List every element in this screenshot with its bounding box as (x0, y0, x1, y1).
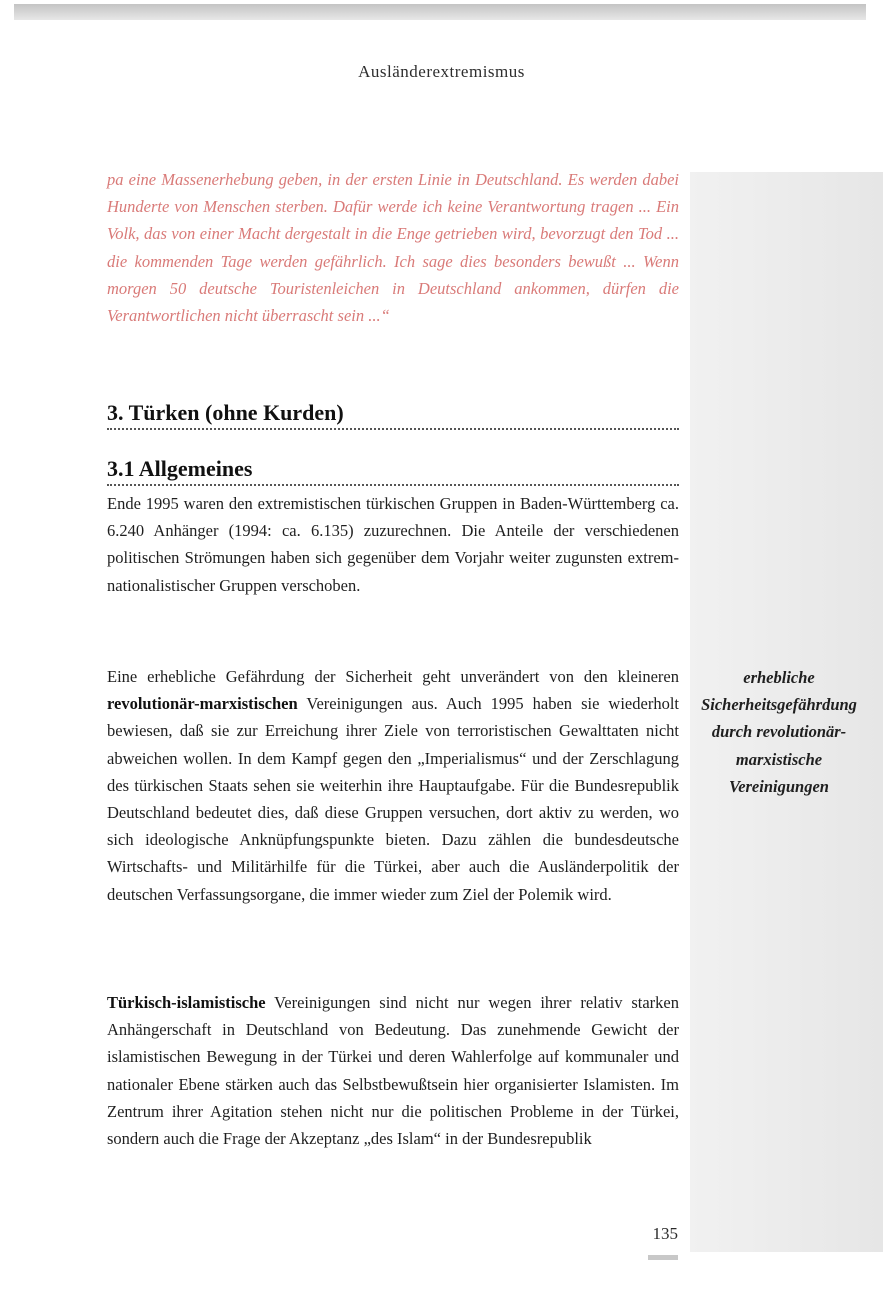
page-number: 135 (652, 1224, 678, 1243)
paragraph-2 (107, 663, 679, 908)
page-tick-mark (648, 1255, 678, 1260)
subsection-heading: 3.1 Allgemeines (107, 456, 679, 486)
section-heading: 3. Türken (ohne Kurden) (107, 400, 679, 430)
paragraph-1: Ende 1995 waren den extremistischen türkischen Gruppen in Baden-Württemberg ca. 6.240 Anhänger (1994: ca. 6.135) zuzurechnen. Die Anteile der verschiedenen politischen Strömungen haben sich gegenüber dem Vorjahr weiter zugunsten extrem-nationalistischer Gruppen verschoben. (107, 494, 679, 595)
scan-top-edge (14, 4, 866, 20)
paragraph-3-emphasis: Türkisch-islamistische (107, 993, 266, 1012)
paragraph-3-rest: Vereinigungen sind nicht nur wegen ihrer relativ starken Anhängerschaft in Deutschland von Bedeutung. Das zunehmende Gewicht der islamistischen Bewegung in der Türkei und deren Wahlerfolge auf kommunaler und nationaler Ebene stärken auch das Selbstbewußtsein hier organisierter Islamisten. Im Zentrum ihrer Agitation stehen nicht nur die politischen Probleme in der Türkei, sondern auch die Frage der Akzeptanz „des Islam“ in der Bundesrepublik (107, 993, 679, 1149)
paragraph-2-emphasis: revolutionär-marxistischen (107, 694, 298, 714)
paragraph-2-rest: Vereinigungen aus. Auch 1995 haben sie wiederholt bewiesen, daß sie zur Erreichung ihrer Ziele von terroristischen Gewalttaten nicht abweichen wollen. In dem Kampf gegen den „Imperialismus“ und der Zerschlagung des türkischen Staats sehen sie weiterhin ihre Hauptaufgabe. Für die Bundesrepublik Deutschland bedeutet dies, daß diese Gruppen versuchen, dort aktiv zu werden, wo sich ideologische Anknüpfungspunkte bieten. Dazu zählen die bundesdeutsche Wirtschafts- und Militärhilfe für die Türkei, aber auch die Ausländerpolitik der deutschen Verfassungsorgane, die immer wieder zum Ziel der Polemik wird. (107, 694, 679, 904)
paragraph-2-lead: Eine erhebliche Gefährdung der Sicherheit geht unverändert von den kleineren (107, 667, 679, 686)
paragraph-3 (107, 989, 679, 1152)
margin-note: erhebliche Sicherheitsgefährdung durch revolutionär-marxistische Vereinigungen (701, 668, 857, 796)
running-head: Ausländerextremismus (358, 62, 525, 81)
quote-block: pa eine Massenerhebung geben, in der ersten Linie in Deutschland. Es werden dabei Hunderte von Menschen sterben. Dafür werde ich keine Verantwortung tragen ... Ein Volk, das von einer Macht dergestalt in die Enge getrieben wird, bevorzugt den Tod ... die kommenden Tage werden gefährlich. Ich sage dies besonders bewußt ... Wenn morgen 50 deutsche Touristenleichen in Deutschland ankommen, dürfen die Verantwortlichen nicht überrascht sein ...“ (107, 170, 679, 326)
